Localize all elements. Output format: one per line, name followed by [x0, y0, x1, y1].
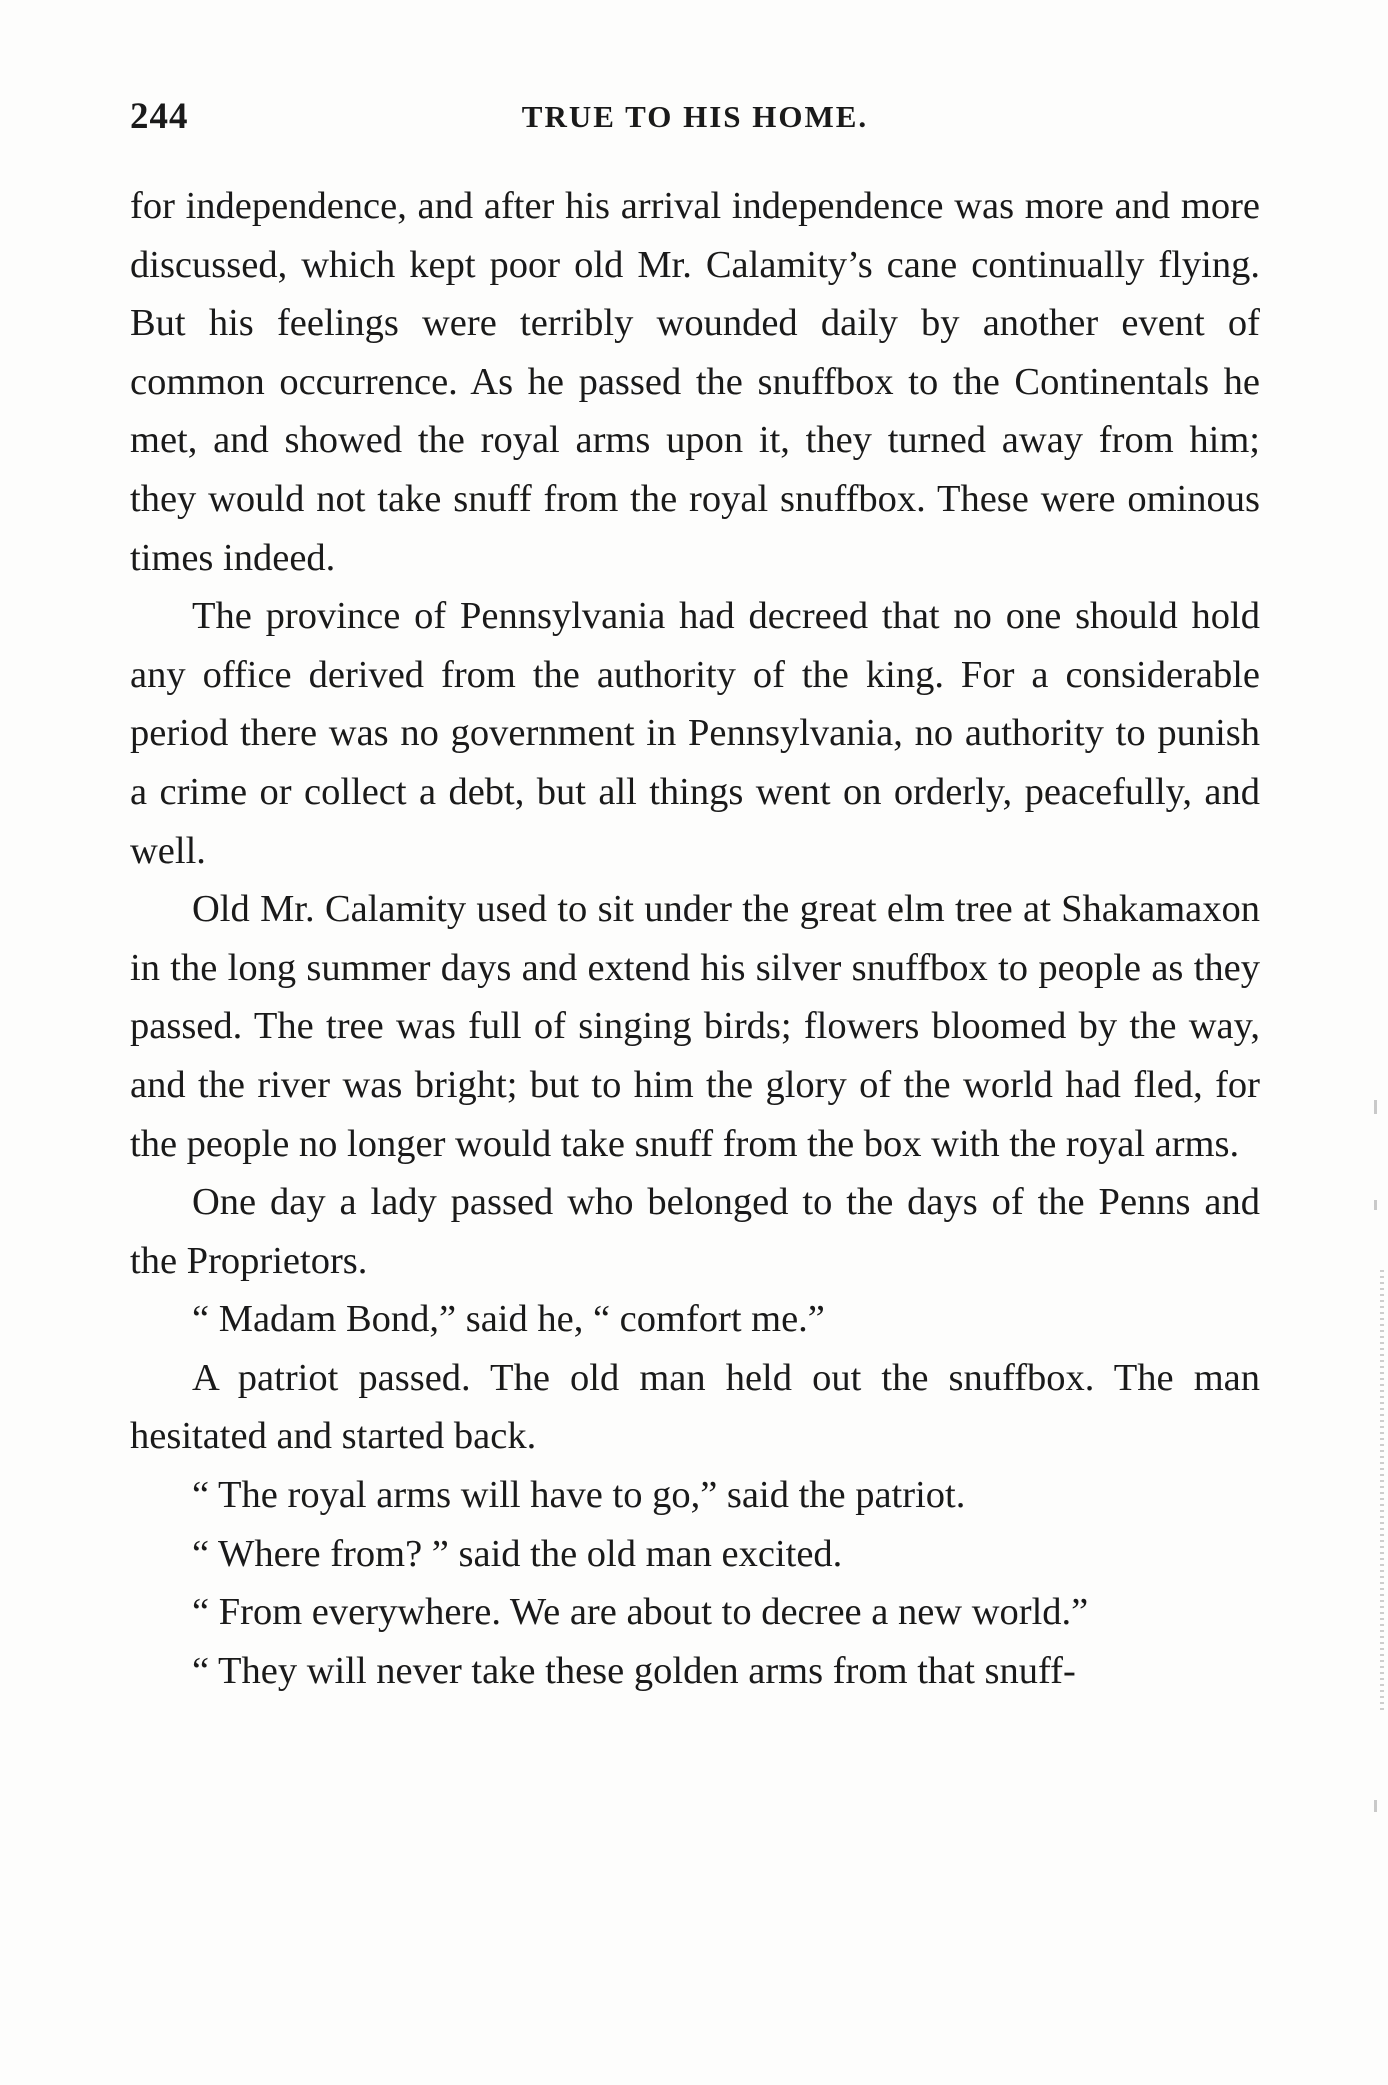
scan-margin-tick	[1374, 1100, 1377, 1114]
paragraph-golden-arms: “ They will never take these golden arms from that snuff-	[192, 1649, 1076, 1692]
paragraph-patriot-passed: A patriot passed. The old man held out the snuffbox. The man hesitated and started back.	[130, 1356, 1260, 1458]
paragraph-continuation: for independence, and after his arrival independence was more and more discussed, which kept poor old Mr. Calamity’s cane continually flying. But his feelings were terribly wounded daily by another event of common occurrence. As he passed the snuffbox to the Continentals he met, and showed the royal arms upon it, they turned away from him; they would not take snuff from the royal snuffbox. These were ominous times indeed.	[130, 185, 1260, 579]
paragraph-lady-passed: One day a lady passed who belonged to the days of the Penns and the Proprietors.	[130, 1181, 1260, 1282]
body-text	[130, 177, 1260, 1700]
paragraph-royal-arms-go: “ The royal arms will have to go,” said the patriot.	[192, 1474, 966, 1517]
paragraph-pennsylvania-decree: The province of Pennsylvania had decreed that no one should hold any office derived from the authority of the king. For a considerable period there was no government in Pennsylvania, no authority to punish a crime or collect a debt, but all things went on orderly, peacefully, and well.	[130, 595, 1260, 872]
page-header	[130, 95, 1260, 145]
paragraph-elm-tree: Old Mr. Calamity used to sit under the great elm tree at Shakamaxon in the long summer days and extend his silver snuffbox to people as they passed. The tree was full of singing birds; flowers bloomed by the way, and the river was bright; but to him the glory of the world had fled, for the people no longer would take snuff from the box with the royal arms.	[130, 888, 1260, 1165]
page-number: 244	[130, 96, 189, 137]
paragraph-from-everywhere: “ From everywhere. We are about to decree a new world.”	[192, 1591, 1089, 1634]
scan-margin-tick	[1374, 1200, 1377, 1210]
scan-margin-tick	[1374, 1800, 1377, 1812]
running-title: TRUE TO HIS HOME.	[521, 99, 869, 134]
scan-margin-artifact	[1380, 1270, 1384, 1710]
paragraph-madam-bond: “ Madam Bond,” said he, “ comfort me.”	[192, 1298, 825, 1341]
paragraph-where-from: “ Where from? ” said the old man excited.	[192, 1532, 843, 1575]
